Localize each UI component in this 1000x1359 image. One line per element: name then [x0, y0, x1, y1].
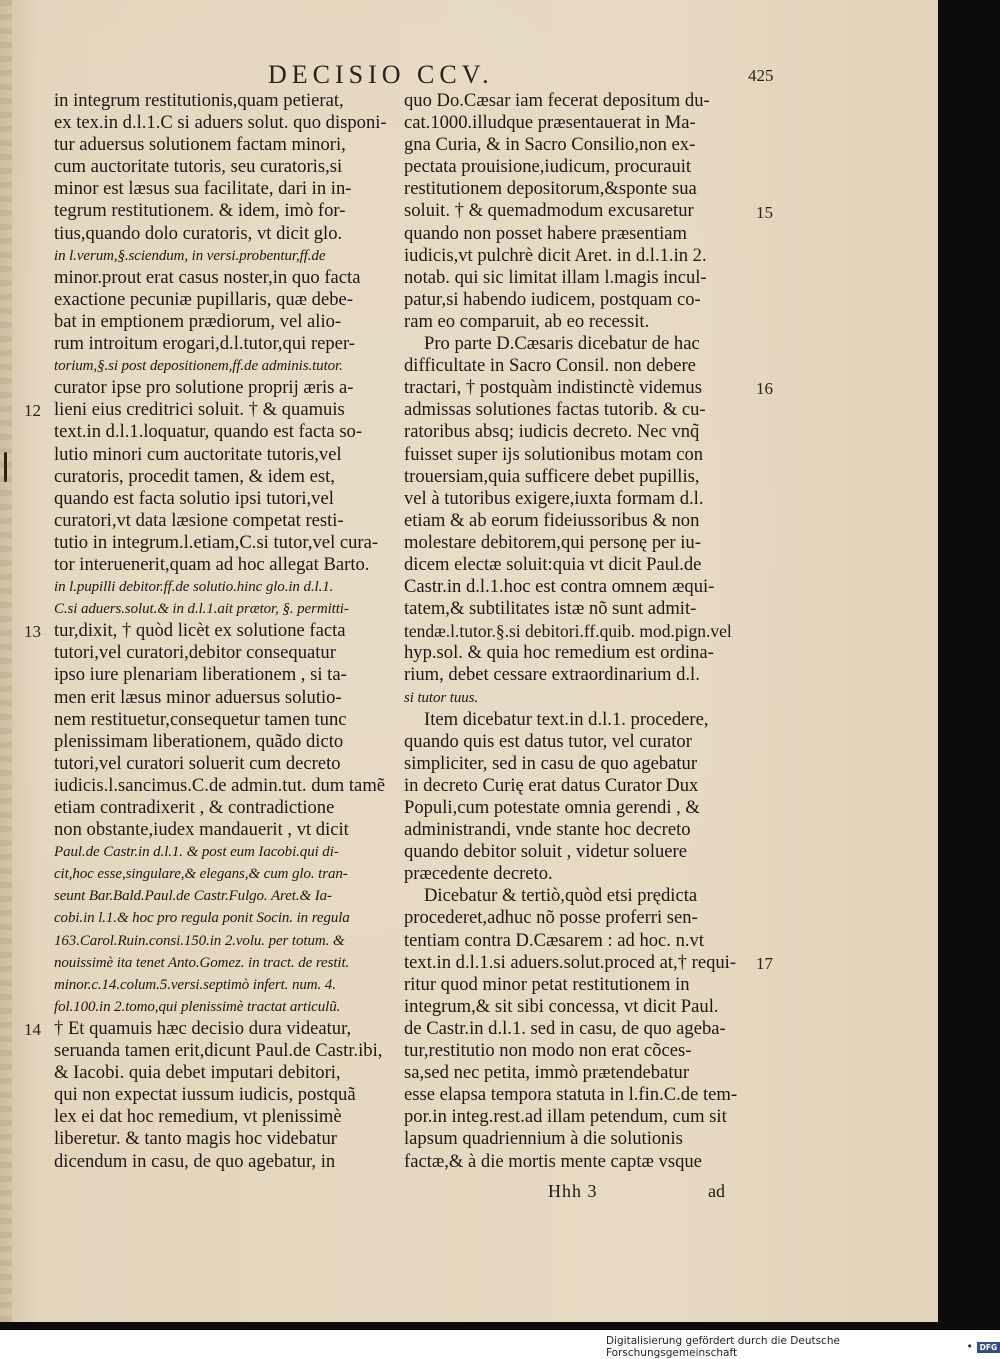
text-line: qui non expectat iussum iudicis, postquã [54, 1084, 356, 1106]
text-line: patur,si habendo iudicem, postquam co- [404, 288, 701, 310]
text-line: tendæ.l.tutor.§.si debitori.ff.quib. mod.pign.vel [404, 621, 732, 642]
text-line: in l.pupilli debitor.ff.de solutio.hinc glo.in d.l.1. [54, 579, 334, 596]
text-line: minor est læsus sua facilitate, dari in in- [54, 178, 352, 200]
text-line: lapsum quadriennium à die solutionis [404, 1128, 683, 1150]
page-gutter [0, 0, 12, 1322]
text-line: præcedente decreto. [404, 863, 553, 885]
text-line: rium, debet cessare extraordinarium d.l. [404, 664, 700, 686]
text-line: factæ,& à die mortis mente captæ vsque [404, 1150, 702, 1172]
text-line: tutori,vel curatori,debitor consequatur [54, 642, 336, 664]
attribution-text: Digitalisierung gefördert durch die Deutsche Forschungsgemeinschaft [606, 1335, 840, 1359]
text-column-left [54, 90, 392, 1173]
text-line: esse elapsa tempora statuta in l.fin.C.de tem- [404, 1084, 738, 1106]
text-line: ritur quod minor petat restitutionem in [404, 973, 690, 995]
attribution-separator: • [966, 1341, 973, 1353]
text-line: ipso iure plenariam liberationem , si ta- [54, 664, 347, 686]
text-line: Castr.in d.l.1.hoc est contra omnem æqui- [404, 576, 715, 598]
text-line: tur,restitutio non modo non erat cõces- [404, 1040, 692, 1062]
text-line: C.si aduers.solut.& in d.l.1.ait prætor, §. permitti- [54, 601, 349, 618]
text-line: iudicis.l.sancimus.C.de admin.tut. dum tamẽ [54, 774, 386, 796]
margin-number-right: 15 [756, 202, 773, 222]
text-line: tur,dixit, † quòd licèt ex solutione facta [54, 620, 346, 642]
text-line: Dicebatur & tertiò,quòd etsi prędicta [424, 885, 698, 907]
text-line: torium,§.si post depositionem,ff.de adminis.tutor. [54, 358, 343, 375]
text-line: molestare debitorem,qui personę per iu- [404, 531, 701, 553]
text-line: tius,quando dolo curatoris, vt dicit glo. [54, 222, 343, 244]
text-line: fol.100.in 2.tomo,qui plenissimè tractat articulũ. [54, 998, 341, 1015]
text-line: in integrum restitutionis,quam petierat, [54, 90, 344, 111]
text-line: quando debitor soluit , videtur soluere [404, 841, 687, 863]
text-line: tatem,& subtilitates istæ nõ sunt admit- [404, 598, 697, 620]
text-line: quando non posset habere præsentiam [404, 222, 687, 244]
binding-mark [4, 452, 7, 482]
text-line: iudicis,vt pulchrè dicit Aret. in d.l.1.in 2. [404, 244, 707, 266]
margin-number-left: 12 [24, 401, 41, 421]
text-line: lex ei dat hoc remedium, vt plenissimè [54, 1106, 342, 1128]
text-line: tegrum restitutionem. & idem, imò for- [54, 200, 346, 222]
text-line: curatoris, procedit tamen, & idem est, [54, 465, 335, 487]
text-line: men erit læsus minor aduersus solutio- [54, 686, 342, 708]
text-line: text.in d.l.1.loquatur, quando est facta so- [54, 421, 363, 443]
attribution-footer [606, 1335, 1000, 1359]
folio-number: 425 [748, 66, 774, 85]
text-line: dicem electæ soluit:quia vt dicit Paul.de [404, 553, 702, 575]
text-line: por.in integ.rest.ad illam petendum, cum sit [404, 1106, 727, 1128]
text-line: in decreto Curię erat datus Curator Dux [404, 774, 699, 796]
dfg-logo-icon: DFG [977, 1342, 1000, 1353]
text-line: simpliciter, sed in casu de quo agebatur [404, 752, 698, 774]
margin-number-left: 14 [24, 1020, 41, 1040]
text-line: pectata prouisione,iudicum, procurauit [404, 156, 692, 178]
text-line: administrandi, vnde stante hoc decreto [404, 819, 691, 841]
text-line: admissas solutiones factas tutorib. & cu- [404, 399, 706, 421]
text-line: nem restituetur,consequetur tamen tunc [54, 708, 347, 730]
text-line: liberetur. & tanto magis hoc videbatur [54, 1128, 337, 1150]
text-line: trouersiam,quia sufficere debet pupillis, [404, 465, 700, 487]
margin-number-right: 16 [756, 379, 773, 399]
text-line: Populi,cum potestate omnia gerendi , & [404, 797, 700, 818]
text-line: & Iacobi. quia debet imputari debitori, [54, 1062, 341, 1084]
text-line: notab. qui sic limitat illam l.magis incul- [404, 266, 707, 288]
text-line: cum auctoritate tutoris, seu curatoris,si [54, 156, 343, 178]
text-line: etiam & ab eorum fideiussoribus & non [404, 509, 700, 531]
text-line: exactione pecuniæ pupillaris, quæ debe- [54, 288, 353, 310]
text-line: 163.Carol.Ruin.consi.150.in 2.volu. per totum. & [54, 932, 345, 949]
text-line: soluit. † & quemadmodum excusaretur [404, 200, 694, 222]
text-line: in l.verum,§.sciendum, in versi.probentur,ff.de [54, 247, 326, 264]
text-line: curatori,vt data læsione competat resti- [54, 509, 344, 531]
text-line: integrum,& sit sibi concessa, vt dicit Paul. [404, 995, 719, 1017]
margin-number-left: 13 [24, 622, 41, 642]
text-column-right [404, 90, 744, 1173]
text-line: difficultate in Sacro Consil. non debere [404, 355, 696, 377]
signature-mark: Hhh 3 [548, 1181, 598, 1201]
text-line: Paul.de Castr.in d.l.1. & post eum Iacobi.qui di- [54, 844, 339, 861]
text-line: gna Curia, & in Sacro Consilio,non ex- [404, 134, 696, 156]
text-line: cit,hoc esse,singulare,& elegans,& cum glo. tran- [54, 866, 348, 883]
text-line: lutio minori cum auctoritate tutoris,vel [54, 443, 342, 465]
text-line: ex tex.in d.l.1.C si aduers solut. quo disponi- [54, 112, 387, 134]
text-line: cat.1000.illudque præsentauerat in Ma- [404, 112, 696, 134]
text-line: tutio in integrum.l.etiam,C.si tutor,vel cura- [54, 531, 379, 553]
text-line: tur aduersus solutionem factam minori, [54, 134, 346, 156]
text-line: seunt Bar.Bald.Paul.de Castr.Fulgo. Aret.& Ia- [54, 888, 332, 905]
text-line: etiam contradixerit , & contradictione [54, 797, 335, 818]
catchword: ad [708, 1181, 725, 1201]
text-line: vel à tutoribus exigere,iuxta formam d.l. [404, 487, 704, 509]
text-line: tentiam contra D.Cæsarem : ad hoc. n.vt [404, 929, 705, 951]
text-line: procederet,adhuc nõ posse proferri sen- [404, 907, 698, 929]
running-title: DECISIO CCV. [268, 60, 494, 89]
text-line: tor interuenerit,quam ad hoc allegat Barto. [54, 553, 370, 575]
text-line: dicendum in casu, de quo agebatur, in [54, 1150, 336, 1172]
text-line: Item dicebatur text.in d.l.1. procedere, [424, 708, 709, 730]
text-line: bat in emptionem prædiorum, vel alio- [54, 310, 342, 332]
text-line: si tutor tuus. [404, 689, 479, 706]
text-line: minor.c.14.colum.5.versi.septimò infert. num. 4. [54, 976, 336, 993]
text-line: cobi.in l.1.& hoc pro regula ponit Socin. in regula [54, 910, 350, 927]
text-line: seruanda tamen erit,dicunt Paul.de Castr.ibi, [54, 1040, 383, 1062]
text-line: restitutionem depositorum,&sponte sua [404, 178, 697, 200]
text-line: rum introitum erogari,d.l.tutor,qui reper- [54, 333, 355, 355]
text-line: minor.prout erat casus noster,in quo facta [54, 266, 361, 288]
text-line: de Castr.in d.l.1. sed in casu, de quo ageba- [404, 1017, 726, 1039]
text-line: fuisset super ijs solutionibus motam con [404, 443, 704, 465]
text-line: ratoribus absq; iudicis decreto. Nec vnq̃ [404, 421, 700, 443]
text-line: ram eo comparuit, ab eo recessit. [404, 310, 650, 332]
text-line: tractari, † postquàm indistinctè videmus [404, 377, 702, 399]
text-line: non obstante,iudex mandauerit , vt dicit [54, 819, 349, 841]
margin-number-right: 17 [756, 953, 773, 973]
text-line: lieni eius creditrici soluit. † & quamuis [54, 399, 345, 421]
text-line: quando quis est datus tutor, vel curator [404, 730, 692, 752]
text-line: Pro parte D.Cæsaris dicebatur de hac [424, 333, 700, 355]
text-line: quo Do.Cæsar iam fecerat depositum du- [404, 90, 710, 111]
text-line: plenissimam liberationem, quãdo dicto [54, 730, 344, 752]
text-line: text.in d.l.1.si aduers.solut.proced at,† requi- [404, 951, 737, 973]
text-line: tutori,vel curatori soluerit cum decreto [54, 752, 341, 774]
text-line: † Et quamuis hæc decisio dura videatur, [54, 1017, 352, 1039]
text-line: nouissimè ita tenet Anto.Gomez. in tract. de restit. [54, 954, 350, 971]
text-line: hyp.sol. & quia hoc remedium est ordina- [404, 642, 714, 664]
text-line: curator ipse pro solutione proprij æris a- [54, 377, 354, 399]
text-line: sa,sed nec petita, immò prætendebatur [404, 1062, 690, 1084]
text-line: quando est facta solutio ipsi tutori,vel [54, 487, 334, 509]
